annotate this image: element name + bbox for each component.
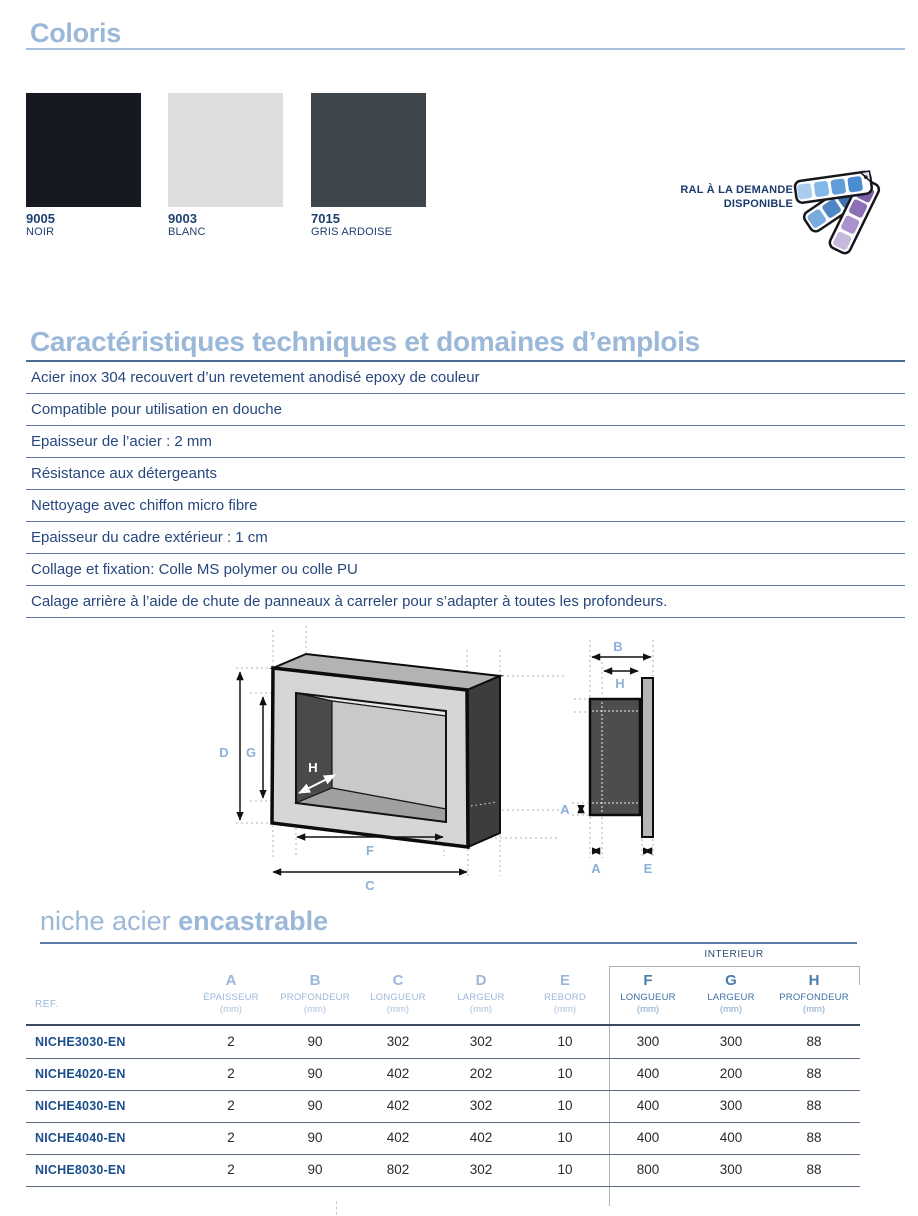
table-row: [26, 1090, 860, 1123]
cell: 200: [719, 1066, 743, 1081]
spec-item: Nettoyage avec chiffon micro fibre: [26, 490, 905, 522]
col-unit-a: (mm): [219, 1004, 243, 1015]
spec-item: Calage arrière à l’aide de chute de panneaux à carreler pour s’adapter à toutes les profondeurs.: [26, 586, 905, 618]
swatch-code: 9005: [26, 211, 55, 226]
specs-list: [26, 362, 905, 618]
side-flange: [642, 678, 653, 837]
swatch-code: 9003: [168, 211, 197, 226]
cell: 88: [806, 1034, 822, 1049]
cell: 90: [307, 1130, 323, 1145]
col-unit-f: (mm): [636, 1004, 660, 1015]
cell: 2: [227, 1034, 235, 1049]
cell: 402: [386, 1098, 410, 1113]
row-ref: NICHE4040-EN: [35, 1131, 126, 1145]
table-row: [26, 1122, 860, 1155]
cell: 10: [557, 1098, 573, 1113]
cell: 202: [469, 1066, 493, 1081]
spec-item: Acier inox 304 recouvert d’un revetement anodisé epoxy de couleur: [26, 362, 905, 394]
swatch-code: 7015: [311, 211, 340, 226]
dim-label-d: D: [219, 745, 229, 760]
col-label-a: ÉPAISSEUR: [203, 992, 259, 1003]
cell: 402: [386, 1066, 410, 1081]
spec-item: Epaisseur du cadre extérieur : 1 cm: [26, 522, 905, 554]
col-label-h: PROFONDEUR: [779, 992, 849, 1003]
cell: 10: [557, 1066, 573, 1081]
dim-label-a-left: A: [560, 802, 570, 817]
cell: 10: [557, 1162, 573, 1177]
technical-diagrams: [0, 618, 918, 910]
col-unit-d: (mm): [469, 1004, 493, 1015]
cell: 402: [386, 1130, 410, 1145]
cell: 90: [307, 1066, 323, 1081]
col-letter-f: F: [643, 972, 653, 989]
cell: 300: [719, 1162, 743, 1177]
cell: 2: [227, 1162, 235, 1177]
row-ref: NICHE4030-EN: [35, 1099, 126, 1113]
table-row: [26, 1058, 860, 1091]
dim-label-c: C: [365, 878, 375, 893]
col-label-d: LARGEUR: [457, 992, 505, 1003]
col-unit-g: (mm): [719, 1004, 743, 1015]
dim-label-f: F: [366, 843, 374, 858]
box-right-face: [467, 676, 500, 847]
spec-item: Epaisseur de l’acier : 2 mm: [26, 426, 905, 458]
cell: 400: [636, 1066, 660, 1081]
coloris-underline: [26, 48, 905, 50]
ral-note: [640, 183, 793, 211]
cell: 302: [386, 1034, 410, 1049]
cell: 2: [227, 1066, 235, 1081]
cell: 88: [806, 1098, 822, 1113]
swatch-name: GRIS ARDOISE: [311, 226, 393, 238]
col-letter-d: D: [475, 972, 487, 989]
cell: 88: [806, 1130, 822, 1145]
dim-label-g: G: [245, 745, 257, 760]
col-letter-e: E: [559, 972, 570, 989]
dim-label-h-front: H: [308, 760, 318, 775]
ral-note-line2: DISPONIBLE: [723, 198, 793, 210]
cell: 800: [636, 1162, 660, 1177]
swatch-name: BLANC: [168, 226, 206, 238]
col-label-b: PROFONDEUR: [280, 992, 350, 1003]
cell: 90: [307, 1098, 323, 1113]
cell: 10: [557, 1130, 573, 1145]
col-letter-c: C: [392, 972, 404, 989]
spec-item: Collage et fixation: Colle MS polymer ou colle PU: [26, 554, 905, 586]
table-title: [40, 906, 328, 937]
cell: 802: [386, 1162, 410, 1177]
col-label-e: REBORD: [544, 992, 586, 1003]
col-label-g: LARGEUR: [707, 992, 755, 1003]
cell: 300: [719, 1098, 743, 1113]
color-swatch-9003: [168, 93, 283, 207]
cell: 90: [307, 1162, 323, 1177]
page-fold-mark: [336, 1201, 337, 1215]
col-label-f: LONGUEUR: [620, 992, 676, 1003]
interior-group-label: INTERIEUR: [704, 949, 764, 960]
spec-item: Résistance aux détergeants: [26, 458, 905, 490]
cell: 302: [469, 1162, 493, 1177]
swatch-name: NOIR: [26, 226, 55, 238]
col-unit-c: (mm): [386, 1004, 410, 1015]
row-ref: NICHE8030-EN: [35, 1163, 126, 1177]
cell: 302: [469, 1034, 493, 1049]
cell: 2: [227, 1130, 235, 1145]
ral-fan-deck-icon: [793, 152, 895, 256]
specs-title: Caractéristiques techniques et domaines d’emplois: [30, 326, 700, 357]
table-title-bold: encastrable: [178, 906, 329, 936]
spec-item: Compatible pour utilisation en douche: [26, 394, 905, 426]
side-body: [590, 699, 640, 815]
cell: 400: [719, 1130, 743, 1145]
row-ref: NICHE3030-EN: [35, 1035, 126, 1049]
dim-label-h-side: H: [615, 676, 625, 691]
ref-column-header: REF.: [35, 999, 59, 1010]
dim-label-a-bottom: A: [591, 861, 601, 876]
col-unit-h: (mm): [802, 1004, 826, 1015]
col-letter-g: G: [725, 972, 737, 989]
ral-note-line1: RAL À LA DEMANDE: [680, 184, 793, 196]
dim-label-b: B: [613, 639, 623, 654]
coloris-title: Coloris: [30, 18, 121, 48]
cell: 2: [227, 1098, 235, 1113]
col-unit-b: (mm): [303, 1004, 327, 1015]
niche-3d-view: [272, 654, 500, 847]
cell: 302: [469, 1098, 493, 1113]
cell: 88: [806, 1162, 822, 1177]
table-row: [26, 1154, 860, 1187]
table-row: [26, 1026, 860, 1059]
row-ref: NICHE4020-EN: [35, 1067, 126, 1081]
cell: 90: [307, 1034, 323, 1049]
niche-side-view: [590, 678, 653, 837]
color-swatch-7015: [311, 93, 426, 207]
dim-label-e: E: [643, 861, 653, 876]
col-letter-h: H: [808, 972, 820, 989]
col-unit-e: (mm): [553, 1004, 577, 1015]
col-letter-b: B: [309, 972, 321, 989]
cell: 300: [636, 1034, 660, 1049]
cell: 400: [636, 1130, 660, 1145]
interior-bracket-top: [609, 966, 860, 967]
color-swatch-9005: [26, 93, 141, 207]
cell: 402: [469, 1130, 493, 1145]
cell: 300: [719, 1034, 743, 1049]
cell: 10: [557, 1034, 573, 1049]
col-label-c: LONGUEUR: [370, 992, 426, 1003]
interior-bracket-right: [859, 966, 860, 985]
table-title-light: niche acier: [40, 906, 171, 936]
table-title-underline: [40, 942, 857, 944]
cell: 88: [806, 1066, 822, 1081]
cell: 400: [636, 1098, 660, 1113]
col-letter-a: A: [225, 972, 237, 989]
